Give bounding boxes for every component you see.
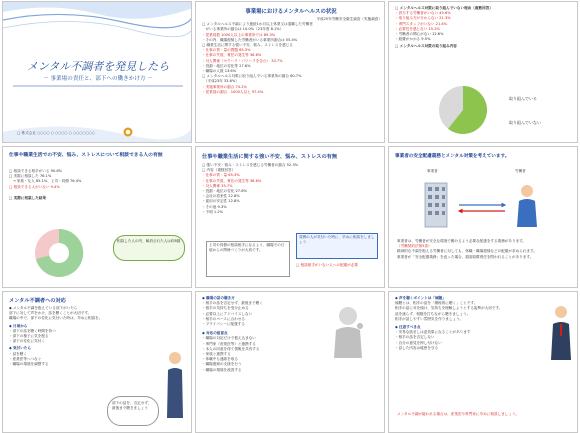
slide-2-line: ・仕事の失敗、責任の発生等 36.6% (202, 53, 262, 58)
slide-5-line: ・会社の将来性 22.8% (202, 194, 240, 199)
slide-5-line: □ 強い不安・悩み・ストレスを感じる労働者の割合 52.3% (202, 163, 299, 167)
slide-8-list-item: ・休職中も連絡を取る (202, 357, 238, 362)
slide-5-line: ・雇用の安定性 12.8% (202, 199, 240, 204)
slide-6-label-employer: 事業者 (427, 169, 438, 173)
slide-2-line: ・従業員の割合 1000人以上 97.4% (202, 89, 264, 94)
slide-2-line: ・対人関係（セクハラ・パワハラを含む） 33.7% (202, 58, 283, 63)
slide-2-line: ・実施事業所の割合 74.2% (202, 84, 247, 89)
slide-7-list-item: ・話を聴く (9, 351, 27, 356)
slide-3-line: ・取り組み方が分からない 21.3% (395, 16, 451, 21)
slide-2-line: ・役割・地位の変化等 27.6% (202, 63, 251, 68)
slide-6-body-line: （労働契約法第5条） (397, 244, 432, 249)
slide-9-intro-line: 相手が話しやすい雰囲気を作りましょう。 (395, 316, 464, 321)
slide-6-safety-obligation[interactable] (388, 146, 578, 288)
slide-4-consultation[interactable] (2, 146, 192, 288)
slide-3-heading: □ メンタルヘルス対策に取り組んでいない理由（複数回答） (395, 6, 493, 10)
slide-9-list-item: ・自分の意見を押し付けない (395, 340, 442, 345)
slide-9-intro-line: 相手の話に耳を傾け、気持ちを理解しようとする姿勢が大切です。 (395, 306, 503, 311)
slide-8-list-item: ・職場の環境を改善する (202, 367, 242, 372)
organization-logo-icon (123, 127, 133, 137)
slide-7-title: メンタル不調者への対応 (9, 298, 66, 304)
slide-4-line: □ 相談できる相手がいる 90.6% (9, 169, 63, 173)
slide-3-line: ・該当する労働者がいない 45.6% (395, 11, 451, 16)
slide-3-line: ・労働者の関心がない 12.6% (395, 32, 444, 37)
slide-5-callout-1-text: 上司や同僚の相談相手になるよう、職場での日頃からの関係づくりが大切です。 (209, 243, 285, 253)
slide-2-line: ・従業員数 1000人以上の事業所では 89.3% (202, 32, 276, 37)
slide-7-response[interactable] (2, 291, 192, 433)
slide-3-line: ・専門スタッフがいない 21.4% (395, 21, 448, 26)
slide-8-list-item: ・家族と連携する (202, 352, 231, 357)
slide-6-body-line: 事業者が「安全配慮義務」を怠った場合、損害賠償責任を問われることがあります。 (397, 254, 534, 259)
slide-5-callout-2 (296, 233, 378, 259)
pie-label-a: 取り組んでいる (509, 96, 537, 101)
slide-5-line: ・役割・地位の変化 27.6% (202, 189, 247, 194)
slide-8-section-1: ◆ 職場の話の聴き方 (202, 296, 235, 300)
slide-8-list-item: ・必要以上にアドバイスしない (202, 311, 253, 316)
person-icon (161, 348, 189, 428)
slide-8-listening[interactable] (195, 291, 385, 433)
slide-8-list-item: ・職場復帰の支援を行う (202, 362, 242, 367)
slide-9-section-2: ◆ 注意すべき点 (395, 325, 421, 330)
slide-7-list-item: ・部下の様子に気を配る (9, 334, 49, 339)
slide-7-intro-line: 職場の中で、部下の変化に気付いた時は、早めに相談を。 (9, 316, 103, 321)
slide-2-source: 平成25年労働安全衛生調査（実態調査） (316, 17, 382, 21)
slide-3-reasons-not-implemented[interactable] (388, 1, 578, 143)
slide-5-line: ・その他 9.3% (202, 204, 227, 209)
slide-1-title[interactable] (2, 1, 192, 143)
slide-7-section-2: ◆ 気付いたら (9, 346, 31, 351)
slide-7-list-item: ・部下の変化に気付く (9, 339, 45, 344)
slide-2-line: □ 職業生活に関する強い不安、悩み、ストレスを感じる (202, 43, 293, 48)
slide-8-list-item: ・相手の話を否定せず、最後まで聴く (202, 301, 263, 306)
slide-2-line: がいる事業所の割合は 10.0%（23年度 8.1%） (202, 27, 284, 32)
slide-1-organization: □ 株式会社 ○○○○ ○ ○○○○ ○ ○○○○○○○ (17, 131, 95, 135)
slide-5-stress[interactable] (195, 146, 385, 288)
slide-7-section-1: ◆ 日頃から (9, 323, 28, 328)
slide-1-subtitle: － 事業場の責任と、部下への働きかけ方 － (43, 76, 153, 82)
businessman-icon (547, 302, 575, 362)
slide-2-title: 事業場におけるメンタルヘルスの状況 (245, 9, 337, 15)
slide-7-callout-text: 部下の話を、否定せず、最後まで聴きましょう (112, 401, 152, 411)
slide-1-main-title: メンタル不調者を発見したら (26, 60, 170, 73)
slide-2-line: □ メンタルヘルス対策に取り組んでいる事業所の割合 60.7% (202, 74, 302, 79)
slide-3-line: ・必要性を感じない 15.2% (395, 26, 440, 31)
slide-5-line: ・不明 1.2% (202, 209, 224, 214)
slide-2-line: □ メンタルヘルス不調により連続1か月以上休業又は退職した労働者 (202, 22, 313, 27)
slide-7-intro-line: 部下に対して声をかけ、話を聴くことが大切です。 (9, 311, 92, 316)
slide-2-mental-health-status[interactable] (195, 1, 385, 143)
slide-3-pie-chart (423, 80, 543, 140)
slide-8-list-item: ・相手の気持ちを受け止める (202, 306, 249, 311)
worker-icon (517, 185, 537, 227)
slide-5-line: ・仕事の失敗、責任の発生等 36.6% (202, 178, 262, 183)
slide-4-chart-title: □ 実際に相談した結果 (9, 195, 46, 200)
slide-3-line: ・経費がかかる 9.5% (395, 37, 431, 42)
slide-9-intro-line: 話を遮らず、相槌を打ちながら聴きましょう。 (395, 311, 471, 316)
slide-4-callout-text: 相談した人の内、解消された人は約8割 (117, 239, 181, 243)
slide-5-line: □ 内容（複数回答） (202, 168, 236, 173)
slide-6-label-worker: 労働者 (515, 169, 526, 173)
slide-5-title: 仕事や職業生活に関する強い不安、悩み、ストレスの有無 (202, 154, 338, 160)
slide-7-list-item: ・部下の話を聴く時間を持つ (9, 328, 56, 333)
slide-6-title: 事業者の安全配慮義務とメンタル対策を考えています。 (395, 154, 510, 159)
slide-9-intro-line: 傾聴とは、相手の話を「積極的に聴く」ことです。 (395, 301, 478, 306)
slide-8-list-item: ・本人の同意を得て情報を共有する (202, 346, 260, 351)
slide-7-intro-line: ◆ メンタル不調を抱えている部下がいたら (9, 306, 78, 310)
slide-4-pie-chart (27, 223, 97, 283)
slide-7-list-item: ・職場の環境を調整する (9, 362, 49, 367)
figure-thinking-icon (314, 300, 380, 360)
slide-4-line: □ 相談できる人がいない 9.4% (9, 184, 60, 189)
slide-6-illustration (409, 177, 559, 235)
slide-7-list-item: ・産業医等へつなぐ (9, 356, 42, 361)
slide-9-listening-points[interactable] (388, 291, 578, 433)
slide-4-line: □ 実際に相談した 76.1% (9, 174, 52, 179)
slide-9-section-1: ◆ 声を聴くポイントは「傾聴」 (395, 296, 446, 300)
slide-2-line: ・職場の人数 13.6% (202, 69, 237, 74)
slide-8-list-item: ・専門家（産業医等）と連携する (202, 341, 256, 346)
slide-2-line: ・その内、職場復帰した労働者がいる事業所割合は 55.4% (202, 37, 298, 42)
slide-5-callout-2-text: 周囲の人が気付いた時に、早めに相談をしましょう (299, 235, 375, 245)
slide-8-section-2: ◆ 対応の留意点 (202, 331, 228, 336)
slide-7-speech-bubble (107, 396, 159, 426)
slide-4-callout (113, 235, 185, 261)
slide-9-note: メンタル不調が疑われる場合は、産業医や専門家に早めに相談しましょう。 (397, 412, 520, 416)
slide-6-body-line: 事業者は、労働者が安全な環境で働けるよう必要な配慮をする義務があります。 (397, 239, 527, 243)
slide-3-heading-2: □ メンタルヘルス対策の取り組み内容 (395, 44, 457, 49)
slide-5-callout-1 (206, 241, 290, 277)
slide-9-list-item: ・相手の話を否定しない (395, 335, 435, 340)
pie-label-b: 取り組んでいない (509, 120, 541, 125)
slide-8-list-item: ・プライバシーに配慮する (202, 322, 245, 327)
slide-8-list-item: ・相手のペースに合わせる (202, 316, 245, 321)
slide-5-line: ・仕事の質・量 65.3% (202, 173, 240, 178)
slide-grid (2, 1, 578, 432)
slide-6-body-line: 精神的な不調を抱える労働者に対しても、休職・職場復帰などの配慮が求められます。 (397, 249, 537, 254)
slide-9-list-item: ・安易な励ましは逆効果になることがあります (395, 330, 471, 335)
slide-8-list-item: ・職場の対応だけで抱え込まない (202, 336, 256, 341)
slide-4-title: 仕事や職業生活での不安、悩み、ストレスについて相談できる人の有無 (9, 153, 163, 158)
slide-2-line: ・仕事の質・量の問題 65.3% (202, 48, 251, 53)
slide-5-note: □ 相談相手がいない人への配慮が必要 (296, 263, 359, 267)
slide-2-line: （平成23年 33.6%） (202, 79, 239, 84)
slide-9-list-item: ・話した内容は秘密を守る (395, 345, 439, 350)
slide-4-line: → 家族・友人 85.1%、上司・同僚 76.4% (9, 179, 82, 184)
slide-5-line: ・対人関係 33.7% (202, 183, 233, 188)
